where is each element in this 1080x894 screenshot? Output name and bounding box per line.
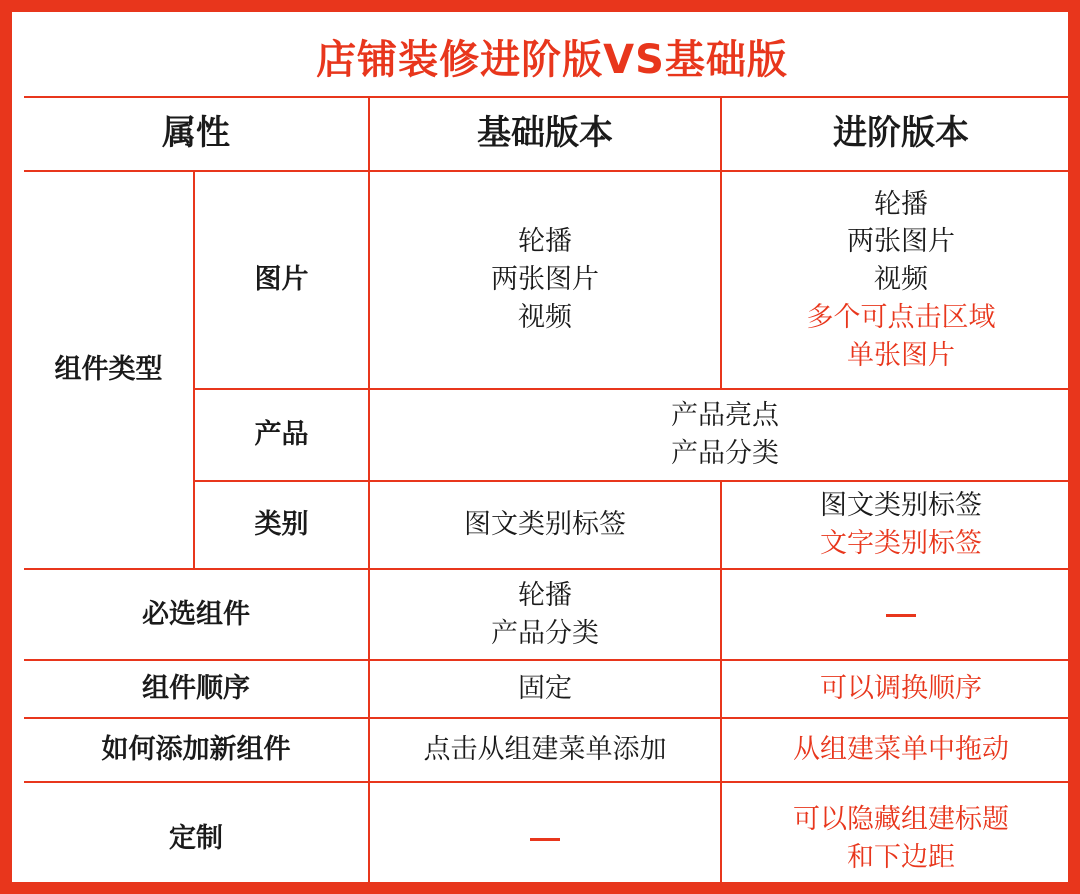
image-advanced-new-item: 多个可点击区域 (806, 301, 996, 333)
row-customize (24, 782, 1080, 894)
customize-advanced-cell (721, 782, 1080, 894)
row-order (24, 660, 1080, 718)
header-row (24, 97, 1080, 171)
dash-mark (886, 614, 916, 617)
image-basic-item: 视频 (518, 301, 572, 333)
add-new-advanced: 从组建菜单中拖动 (721, 718, 1080, 782)
product-label: 产品 (194, 389, 369, 481)
product-item: 产品分类 (671, 438, 779, 469)
image-basic-item: 两张图片 (491, 264, 599, 296)
image-advanced-item: 视频 (874, 264, 928, 296)
image-advanced-item: 两张图片 (847, 226, 955, 258)
dash-mark (530, 838, 560, 841)
required-basic-item: 轮播 (518, 579, 572, 611)
title-row (24, 24, 1080, 97)
category-advanced-new-item: 文字类别标签 (820, 528, 982, 559)
add-new-basic: 点击从组建菜单添加 (369, 718, 721, 782)
customize-advanced-item: 和下边距 (847, 841, 955, 873)
customize-basic-cell (369, 782, 721, 894)
order-label: 组件顺序 (24, 660, 369, 718)
image-basic-cell (369, 171, 721, 389)
component-type-label: 组件类型 (24, 171, 194, 569)
customize-advanced-item: 可以隐藏组建标题 (793, 803, 1009, 835)
category-advanced-item: 图文类别标签 (820, 490, 982, 522)
required-basic-cell (369, 569, 721, 660)
category-label: 类别 (194, 481, 369, 569)
image-basic-item: 轮播 (518, 226, 572, 258)
required-basic-item: 产品分类 (491, 617, 599, 649)
order-basic: 固定 (369, 660, 721, 718)
category-advanced-cell (721, 481, 1080, 569)
header-advanced: 进阶版本 (721, 97, 1080, 171)
row-required (24, 569, 1080, 660)
required-advanced-cell (721, 569, 1080, 660)
comparison-table (24, 24, 1080, 894)
image-advanced-cell (721, 171, 1080, 389)
product-shared-cell (369, 389, 1080, 481)
page-title: 店铺装修进阶版VS基础版 (24, 24, 1080, 97)
image-label: 图片 (194, 171, 369, 389)
image-advanced-new-item: 单张图片 (847, 339, 955, 371)
order-advanced: 可以调换顺序 (721, 660, 1080, 718)
header-basic: 基础版本 (369, 97, 721, 171)
add-new-label: 如何添加新组件 (24, 718, 369, 782)
header-attr: 属性 (24, 97, 369, 171)
row-image (24, 171, 1080, 389)
category-basic-cell (369, 481, 721, 569)
category-basic-item: 图文类别标签 (464, 509, 626, 541)
customize-label: 定制 (24, 782, 369, 894)
required-label: 必选组件 (24, 569, 369, 660)
image-advanced-item: 轮播 (874, 188, 928, 220)
product-item: 产品亮点 (671, 400, 779, 432)
row-add-new (24, 718, 1080, 782)
